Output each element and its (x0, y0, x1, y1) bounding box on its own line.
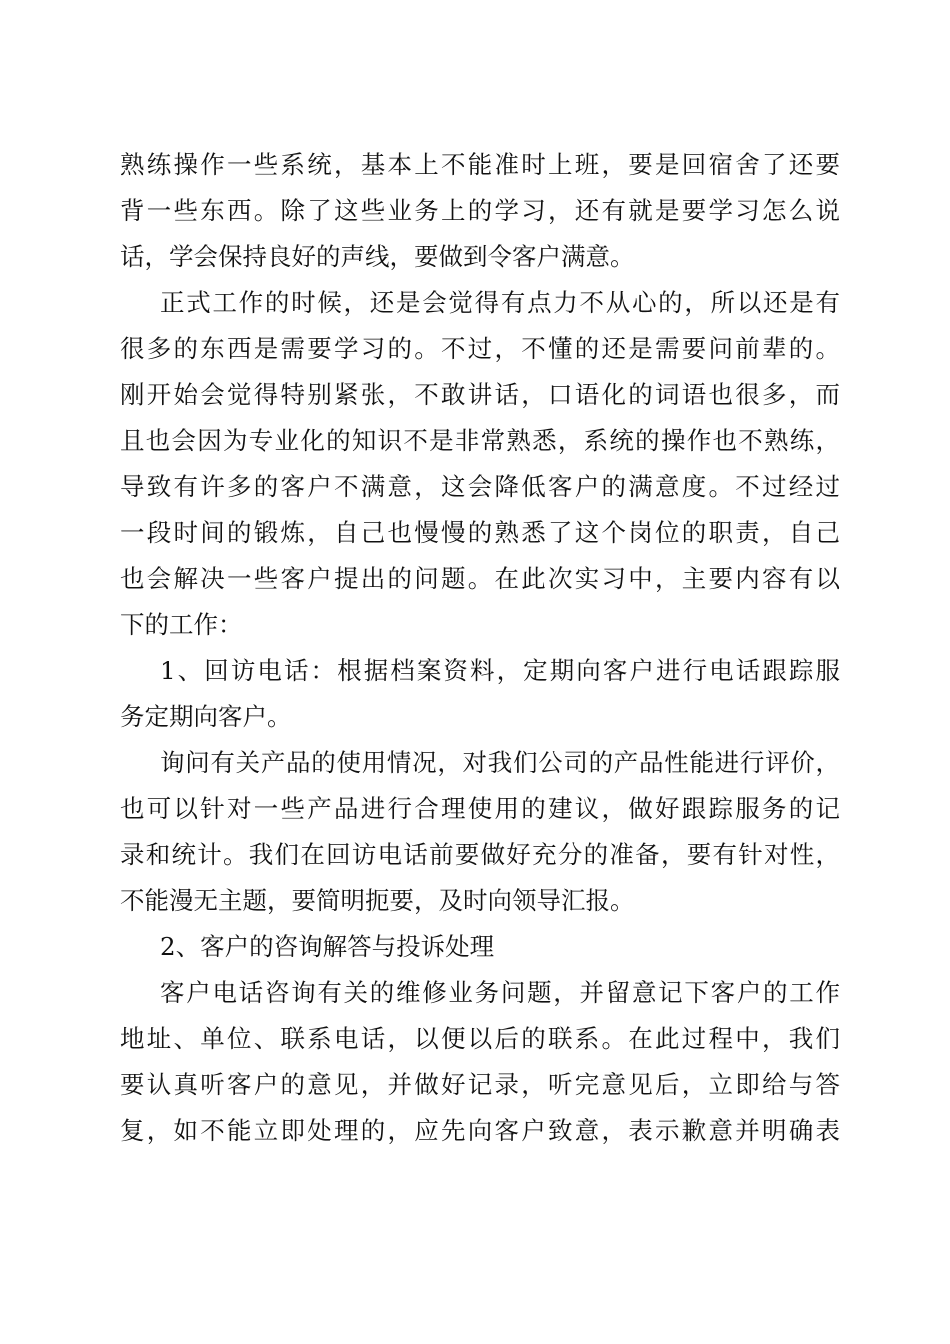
text-line: 也会解决一些客户提出的问题。在此次实习中，主要内容有以 (120, 564, 840, 593)
text-line: 熟练操作一些系统，基本上不能准时上班，要是回宿舍了还要 (120, 150, 840, 179)
paragraph-first-line: 客户电话咨询有关的维修业务问题，并留意记下客户的工作 (160, 978, 840, 1007)
text-line: 一段时间的锻炼，自己也慢慢的熟悉了这个岗位的职责，自己 (120, 518, 840, 547)
text-line: 且也会因为专业化的知识不是非常熟悉，系统的操作也不熟练， (120, 426, 840, 455)
text-line: 下的工作： (120, 610, 243, 639)
text-line: 复，如不能立即处理的，应先向客户致意，表示歉意并明确表 (120, 1116, 840, 1145)
text-line: 导致有许多的客户不满意，这会降低客户的满意度。不过经过 (120, 472, 840, 501)
text-line: 不能漫无主题，要简明扼要，及时向领导汇报。 (120, 886, 635, 915)
text-line: 要认真听客户的意见，并做好记录，听完意见后，立即给与答 (120, 1070, 840, 1099)
body-text (120, 142, 840, 1154)
text-line: 地址、单位、联系电话，以便以后的联系。在此过程中，我们 (120, 1024, 840, 1053)
list-item-heading: 2、客户的咨询解答与投诉处理 (160, 932, 495, 961)
text-line: 务定期向客户。 (120, 702, 292, 731)
text-line: 背一些东西。除了这些业务上的学习，还有就是要学习怎么说 (120, 196, 840, 225)
text-line: 很多的东西是需要学习的。不过，不懂的还是需要问前辈的。 (120, 334, 840, 363)
list-item-heading: 1、回访电话：根据档案资料，定期向客户进行电话跟踪服 (160, 656, 840, 685)
paragraph-first-line: 询问有关产品的使用情况，对我们公司的产品性能进行评价， (160, 748, 840, 777)
text-line: 刚开始会觉得特别紧张，不敢讲话，口语化的词语也很多，而 (120, 380, 840, 409)
paragraph-first-line: 正式工作的时候，还是会觉得有点力不从心的，所以还是有 (160, 288, 840, 317)
text-line: 录和统计。我们在回访电话前要做好充分的准备，要有针对性， (120, 840, 840, 869)
text-line: 也可以针对一些产品进行合理使用的建议，做好跟踪服务的记 (120, 794, 840, 823)
text-line: 话，学会保持良好的声线，要做到令客户满意。 (120, 242, 635, 271)
